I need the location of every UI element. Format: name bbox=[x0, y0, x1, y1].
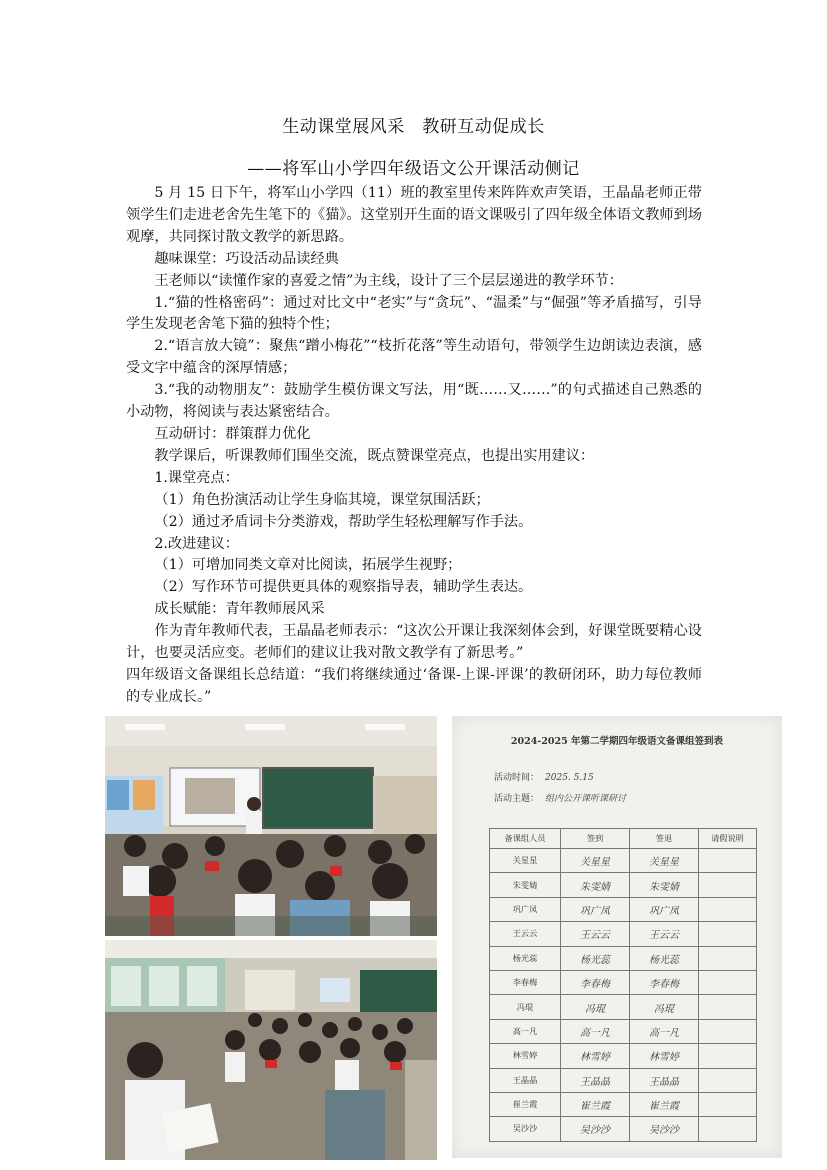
article-paragraph: 趣味课堂：巧设活动品读经典 bbox=[154, 250, 339, 267]
member-name: 关星星 bbox=[490, 849, 561, 873]
signin-signature: 杨光蕊 bbox=[561, 946, 630, 970]
leave-note bbox=[699, 1044, 757, 1068]
article-paragraph: 成长赋能：青年教师展风采 bbox=[154, 601, 325, 618]
signin-table-header bbox=[490, 829, 757, 849]
member-name: 高一凡 bbox=[490, 1019, 561, 1043]
article-paragraph: 3.“我的动物朋友”：鼓励学生模仿课文写法，用“既……又……”的句式描述自己熟悉的小动物，将阅读与表达紧密结合。 bbox=[126, 382, 702, 421]
signin-signature: 关星星 bbox=[561, 849, 630, 873]
article-paragraph: 作为青年教师代表，王晶晶老师表示：“这次公开课让我深刻体会到，好课堂既要精心设计，也要灵活应变。老师们的建议让我对散文教学有了新思考。” bbox=[126, 623, 702, 662]
signout-signature: 王云云 bbox=[630, 922, 699, 946]
activity-time bbox=[494, 770, 594, 783]
article-paragraph: （2）通过矛盾词卡分类游戏，帮助学生轻松理解写作手法。 bbox=[154, 513, 533, 530]
member-name: 林雪婷 bbox=[490, 1044, 561, 1068]
signout-signature: 李春梅 bbox=[630, 970, 699, 994]
article-paragraph: 1.课堂亮点： bbox=[154, 469, 239, 486]
activity-topic bbox=[494, 791, 626, 804]
member-name: 崔兰霞 bbox=[490, 1092, 561, 1116]
signout-signature: 关星星 bbox=[630, 849, 699, 873]
article-title: 生动课堂展风采 教研互动促成长 bbox=[282, 117, 545, 137]
leave-note bbox=[699, 922, 757, 946]
leave-note bbox=[699, 1019, 757, 1043]
table-row bbox=[490, 849, 757, 873]
member-name: 巩广凤 bbox=[490, 897, 561, 921]
article-paragraph: （1）角色扮演活动让学生身临其境，课堂氛围活跃； bbox=[154, 491, 490, 508]
signin-signature: 崔兰霞 bbox=[561, 1092, 630, 1116]
signout-signature: 冯琨 bbox=[630, 995, 699, 1019]
member-name: 冯琨 bbox=[490, 995, 561, 1019]
signin-sheet-title: 2024-2025 年第二学期四年级语文备课组签到表 bbox=[510, 736, 724, 747]
activity-topic-label: 活动主题： bbox=[494, 794, 540, 804]
signout-signature: 崔兰霞 bbox=[630, 1092, 699, 1116]
activity-time-label: 活动时间： bbox=[494, 773, 540, 783]
leave-note bbox=[699, 897, 757, 921]
member-name: 李春梅 bbox=[490, 970, 561, 994]
table-row bbox=[490, 873, 757, 897]
signout-signature: 高一凡 bbox=[630, 1019, 699, 1043]
signout-signature: 林雪婷 bbox=[630, 1044, 699, 1068]
signin-signature: 冯琨 bbox=[561, 995, 630, 1019]
article-paragraph: （1）可增加同类文章对比阅读，拓展学生视野； bbox=[154, 557, 462, 574]
activity-topic-value: 组内公开课听课研讨 bbox=[545, 794, 627, 804]
signin-signature: 吴沙沙 bbox=[561, 1117, 630, 1141]
article-paragraph: 四年级语文备课组长总结道：“我们将继续通过‘备课-上课-评课’的教研闭环，助力每位教师的专业成长。” bbox=[126, 666, 702, 705]
leave-note bbox=[699, 946, 757, 970]
table-row bbox=[490, 995, 757, 1019]
table-row bbox=[490, 922, 757, 946]
header-member: 备课组人员 bbox=[490, 829, 561, 849]
article-paragraph: 2.改进建议： bbox=[154, 535, 239, 552]
leave-note bbox=[699, 1092, 757, 1116]
member-name: 吴沙沙 bbox=[490, 1117, 561, 1141]
table-row bbox=[490, 970, 757, 994]
classroom-photo-front bbox=[105, 716, 437, 936]
table-row bbox=[490, 1092, 757, 1116]
leave-note bbox=[699, 873, 757, 897]
article-subtitle: ——将军山小学四年级语文公开课活动侧记 bbox=[247, 159, 580, 179]
table-row bbox=[490, 897, 757, 921]
signin-signature: 高一凡 bbox=[561, 1019, 630, 1043]
signin-sheet bbox=[452, 716, 782, 1158]
signout-signature: 吴沙沙 bbox=[630, 1117, 699, 1141]
leave-note bbox=[699, 849, 757, 873]
signin-signature: 王晶晶 bbox=[561, 1068, 630, 1092]
header-signout: 签退 bbox=[630, 829, 699, 849]
table-row bbox=[490, 1019, 757, 1043]
signin-signature: 巩广凤 bbox=[561, 897, 630, 921]
signin-signature: 林雪婷 bbox=[561, 1044, 630, 1068]
member-name: 王晶晶 bbox=[490, 1068, 561, 1092]
signin-signature: 王云云 bbox=[561, 922, 630, 946]
table-row bbox=[490, 946, 757, 970]
article-paragraph: 王老师以“读懂作家的喜爱之情”为主线，设计了三个层层递进的教学环节： bbox=[154, 272, 623, 289]
classroom-photo-back bbox=[105, 940, 437, 1160]
member-name: 杨光蕊 bbox=[490, 946, 561, 970]
header-leave-note: 请假说明 bbox=[699, 829, 757, 849]
signin-signature: 朱雯婧 bbox=[561, 873, 630, 897]
article-paragraph: 5 月 15 日下午，将军山小学四（11）班的教室里传来阵阵欢声笑语，王晶晶老师正带领学生们走进老舍先生笔下的《猫》。这堂别开生面的语文课吸引了四年级全体语文教师到场观摩，共同探讨散文教学的新思路。 bbox=[126, 185, 702, 245]
member-name: 王云云 bbox=[490, 922, 561, 946]
table-row bbox=[490, 1117, 757, 1141]
signin-table bbox=[489, 828, 757, 1142]
article-paragraph: 2.“语言放大镜”：聚焦“蹭小梅花”“枝折花落”等生动语句，带领学生边朗读边表演，感受文字中蕴含的深厚情感； bbox=[126, 338, 702, 377]
signin-signature: 李春梅 bbox=[561, 970, 630, 994]
table-row bbox=[490, 1044, 757, 1068]
article-paragraph: 1.“猫的性格密码”：通过对比文中“老实”与“贪玩”、“温柔”与“倔强”等矛盾描写，引导学生发现老舍笔下猫的独特个性； bbox=[126, 294, 702, 333]
article-paragraph: （2）写作环节可提供更具体的观察指导表，辅助学生表达。 bbox=[154, 579, 533, 596]
signout-signature: 王晶晶 bbox=[630, 1068, 699, 1092]
signout-signature: 朱雯婧 bbox=[630, 873, 699, 897]
leave-note bbox=[699, 1117, 757, 1141]
table-row bbox=[490, 1068, 757, 1092]
signout-signature: 巩广凤 bbox=[630, 897, 699, 921]
signout-signature: 杨光蕊 bbox=[630, 946, 699, 970]
leave-note bbox=[699, 1068, 757, 1092]
member-name: 朱雯婧 bbox=[490, 873, 561, 897]
article-paragraph: 教学课后，听课教师们围坐交流，既点赞课堂亮点，也提出实用建议： bbox=[154, 447, 595, 464]
article-paragraph: 互动研讨：群策群力优化 bbox=[154, 425, 311, 442]
leave-note bbox=[699, 970, 757, 994]
activity-time-value: 2025. 5.15 bbox=[545, 773, 594, 783]
header-signin: 签到 bbox=[561, 829, 630, 849]
article-body bbox=[126, 183, 702, 709]
leave-note bbox=[699, 995, 757, 1019]
